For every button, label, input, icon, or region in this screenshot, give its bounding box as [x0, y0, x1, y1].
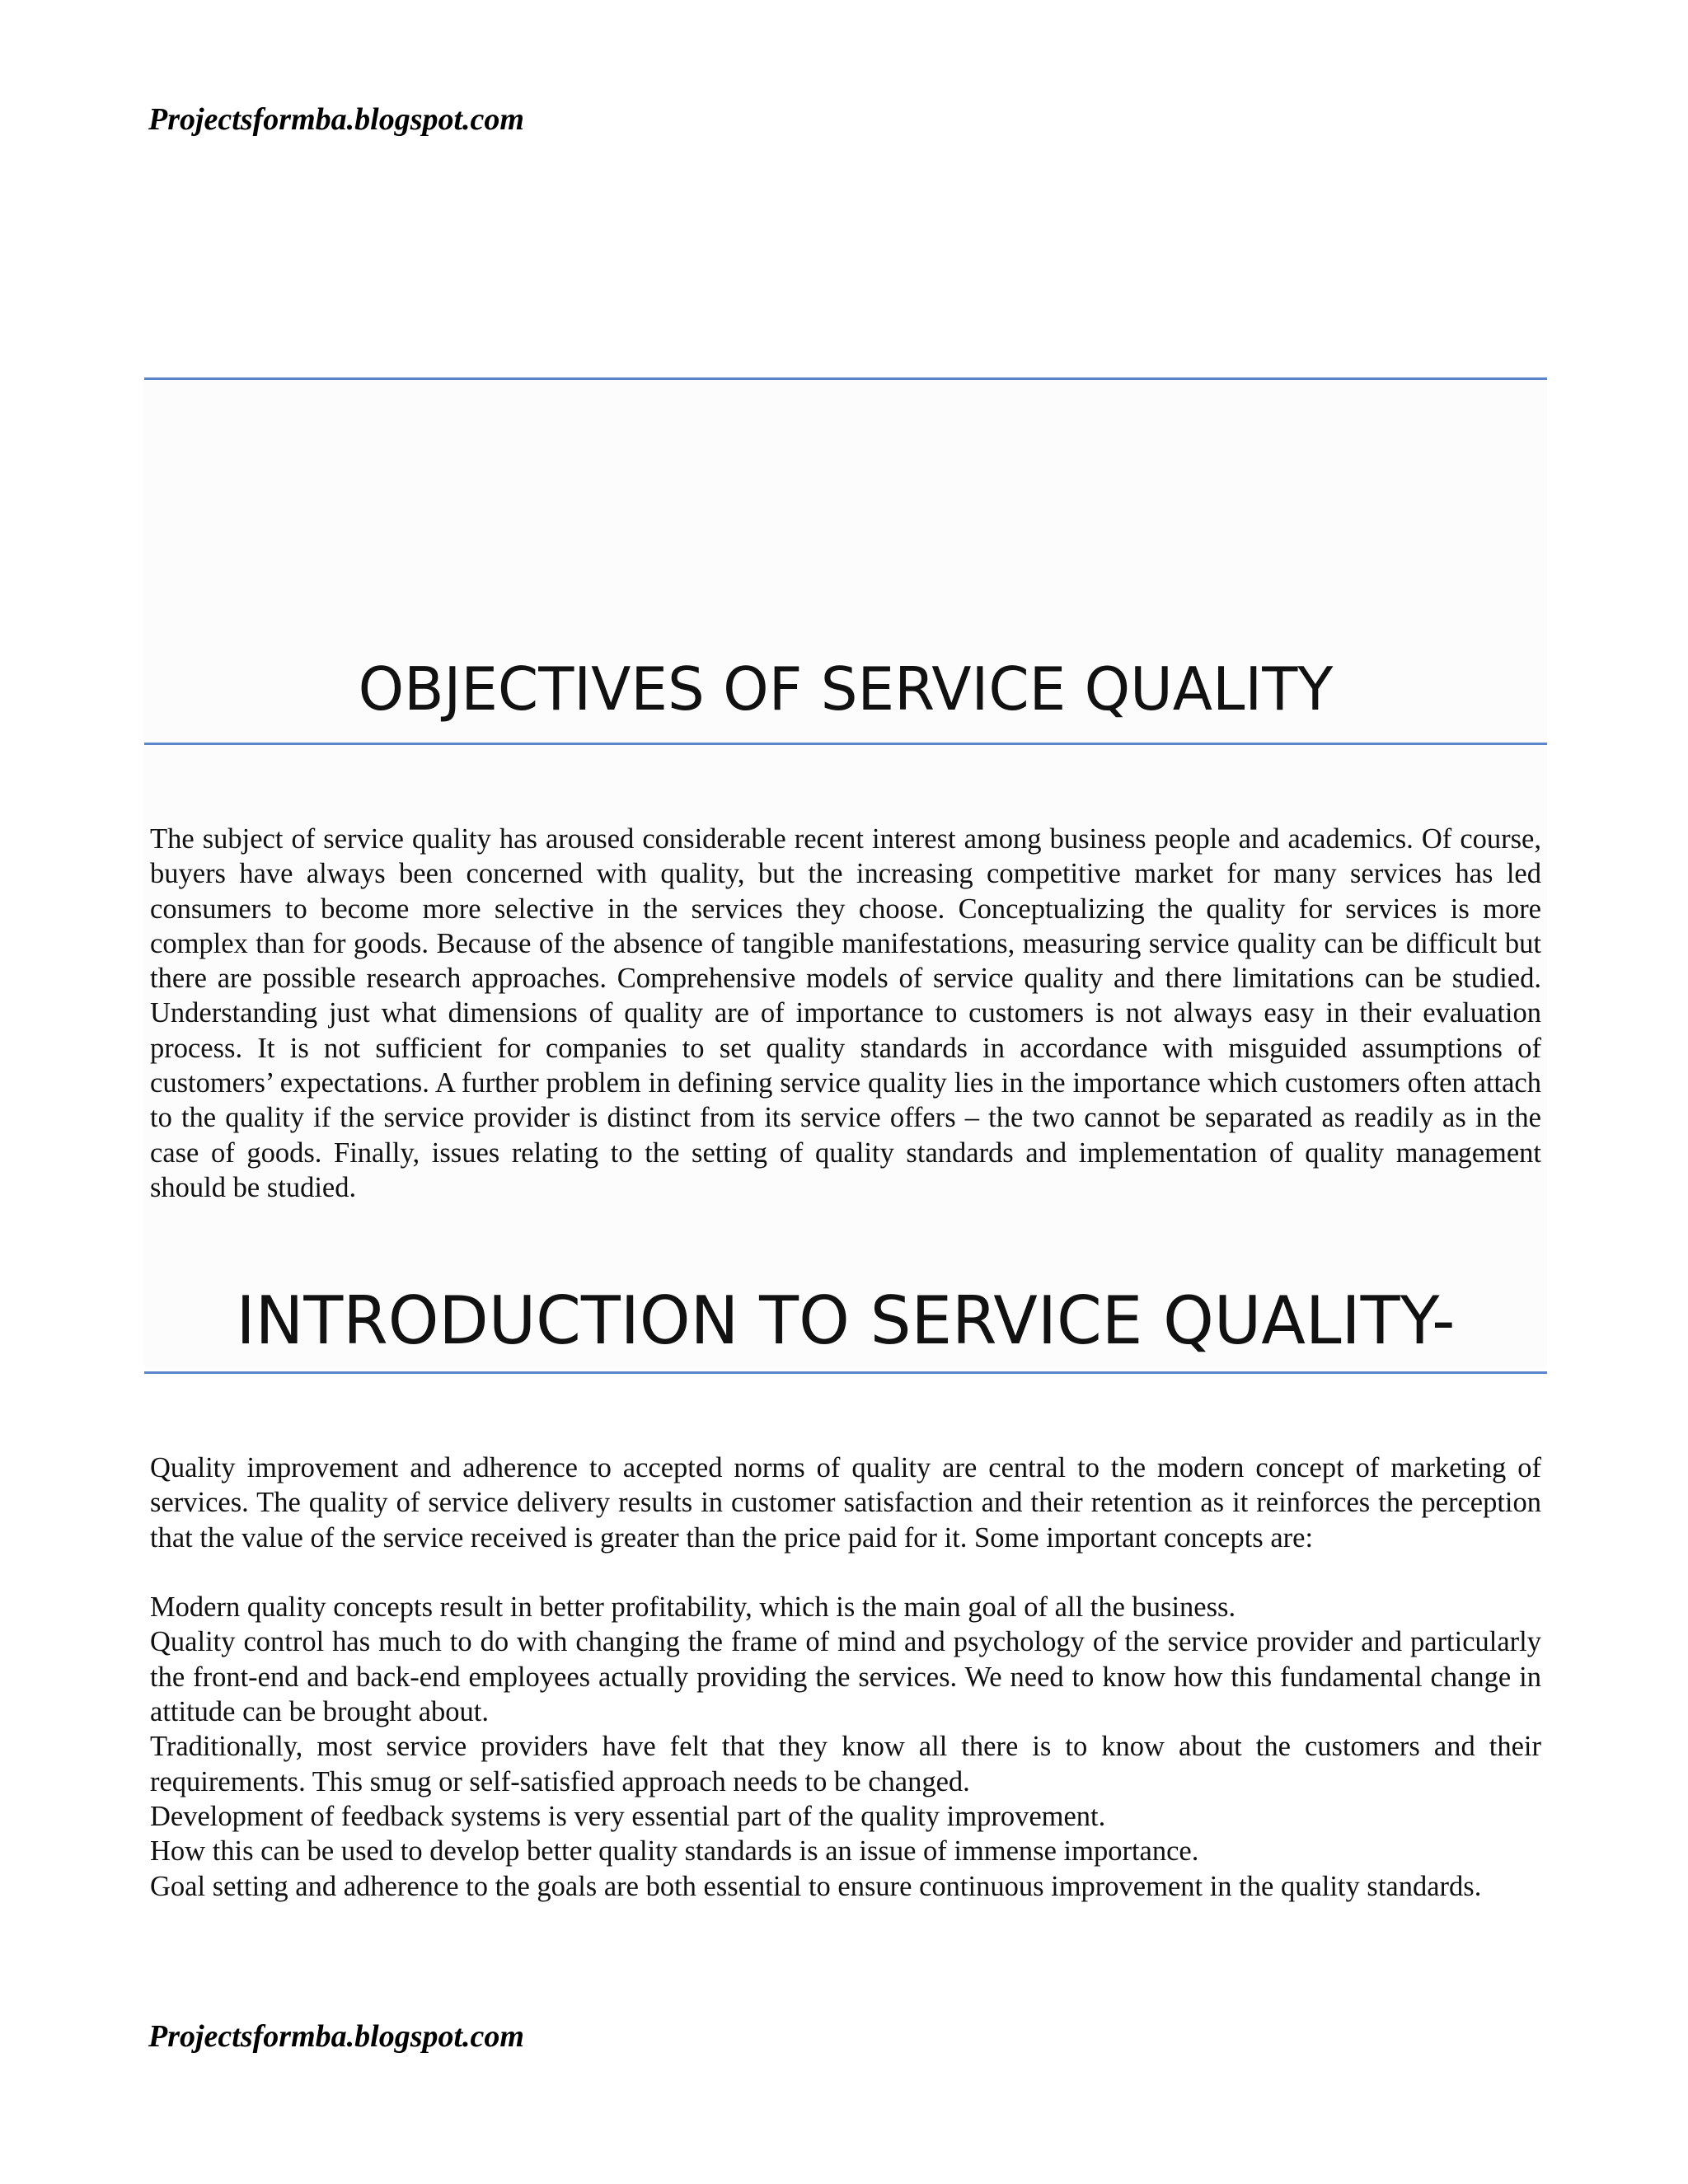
- heading-underline-introduction: [144, 1371, 1547, 1374]
- top-divider: [144, 377, 1547, 380]
- intro-point-quality-control: Quality control has much to do with changing the frame of mind and psychology of the service provider and particularly the front-end and back-end employees actually providing the services. We need to know how this fundamental change in attitude can be brought about.: [150, 1626, 1541, 1728]
- intro-point-traditional-approach: Traditionally, most service providers have felt that they know all there is to know about the customers and their requirements. This smug or self-satisfied approach needs to be changed.: [150, 1731, 1541, 1797]
- intro-paragraph: Quality improvement and adherence to accepted norms of quality are central to the modern concept of marketing of services. The quality of service delivery results in customer satisfaction and their retention as it reinforces the perception that the value of the service received is greater than the price paid for it. Some important concepts are:: [150, 1452, 1541, 1554]
- intro-point-profitability: Modern quality concepts result in better profitability, which is the main goal of all the business.: [150, 1591, 1236, 1624]
- intro-point-goal-setting: Goal setting and adherence to the goals are both essential to ensure continuous improvement in the quality standards.: [150, 1870, 1482, 1902]
- page-header-site: Projectsformba.blogspot.com: [148, 102, 524, 137]
- page-footer-site: Projectsformba.blogspot.com: [148, 2019, 524, 2054]
- section-heading-introduction: INTRODUCTION TO SERVICE QUALITY-: [236, 1282, 1456, 1359]
- introduction-body: [150, 1451, 1541, 1904]
- heading-underline-objectives: [144, 743, 1547, 745]
- section-heading-objectives: OBJECTIVES OF SERVICE QUALITY: [358, 654, 1334, 724]
- intro-point-quality-standards: How this can be used to develop better quality standards is an issue of immense importance.: [150, 1835, 1199, 1868]
- intro-point-feedback-systems: Development of feedback systems is very essential part of the quality improvement.: [150, 1800, 1106, 1832]
- objectives-paragraph: The subject of service quality has aroused considerable recent interest among business people and academics. Of course, buyers have always been concerned with quality, but the increasing competitive market for many services has led consumers to become more selective in the services they choose. Conceptualizing the quality for services is more complex than for goods. Because of the absence of tangible manifestations, measuring service quality can be difficult but there are possible research approaches. Comprehensive models of service quality and there limitations can be studied. Understanding just what dimensions of quality are of importance to customers is not always easy in their evaluation process. It is not sufficient for companies to set quality standards in accordance with misguided assumptions of customers’ expectations. A further problem in defining service quality lies in the importance which customers often attach to the quality if the service provider is distinct from its service offers – the two cannot be separated as readily as in the case of goods. Finally, issues relating to the setting of quality standards and implementation of quality management should be studied.: [150, 823, 1541, 1203]
- paragraph-spacer: [150, 1555, 1541, 1590]
